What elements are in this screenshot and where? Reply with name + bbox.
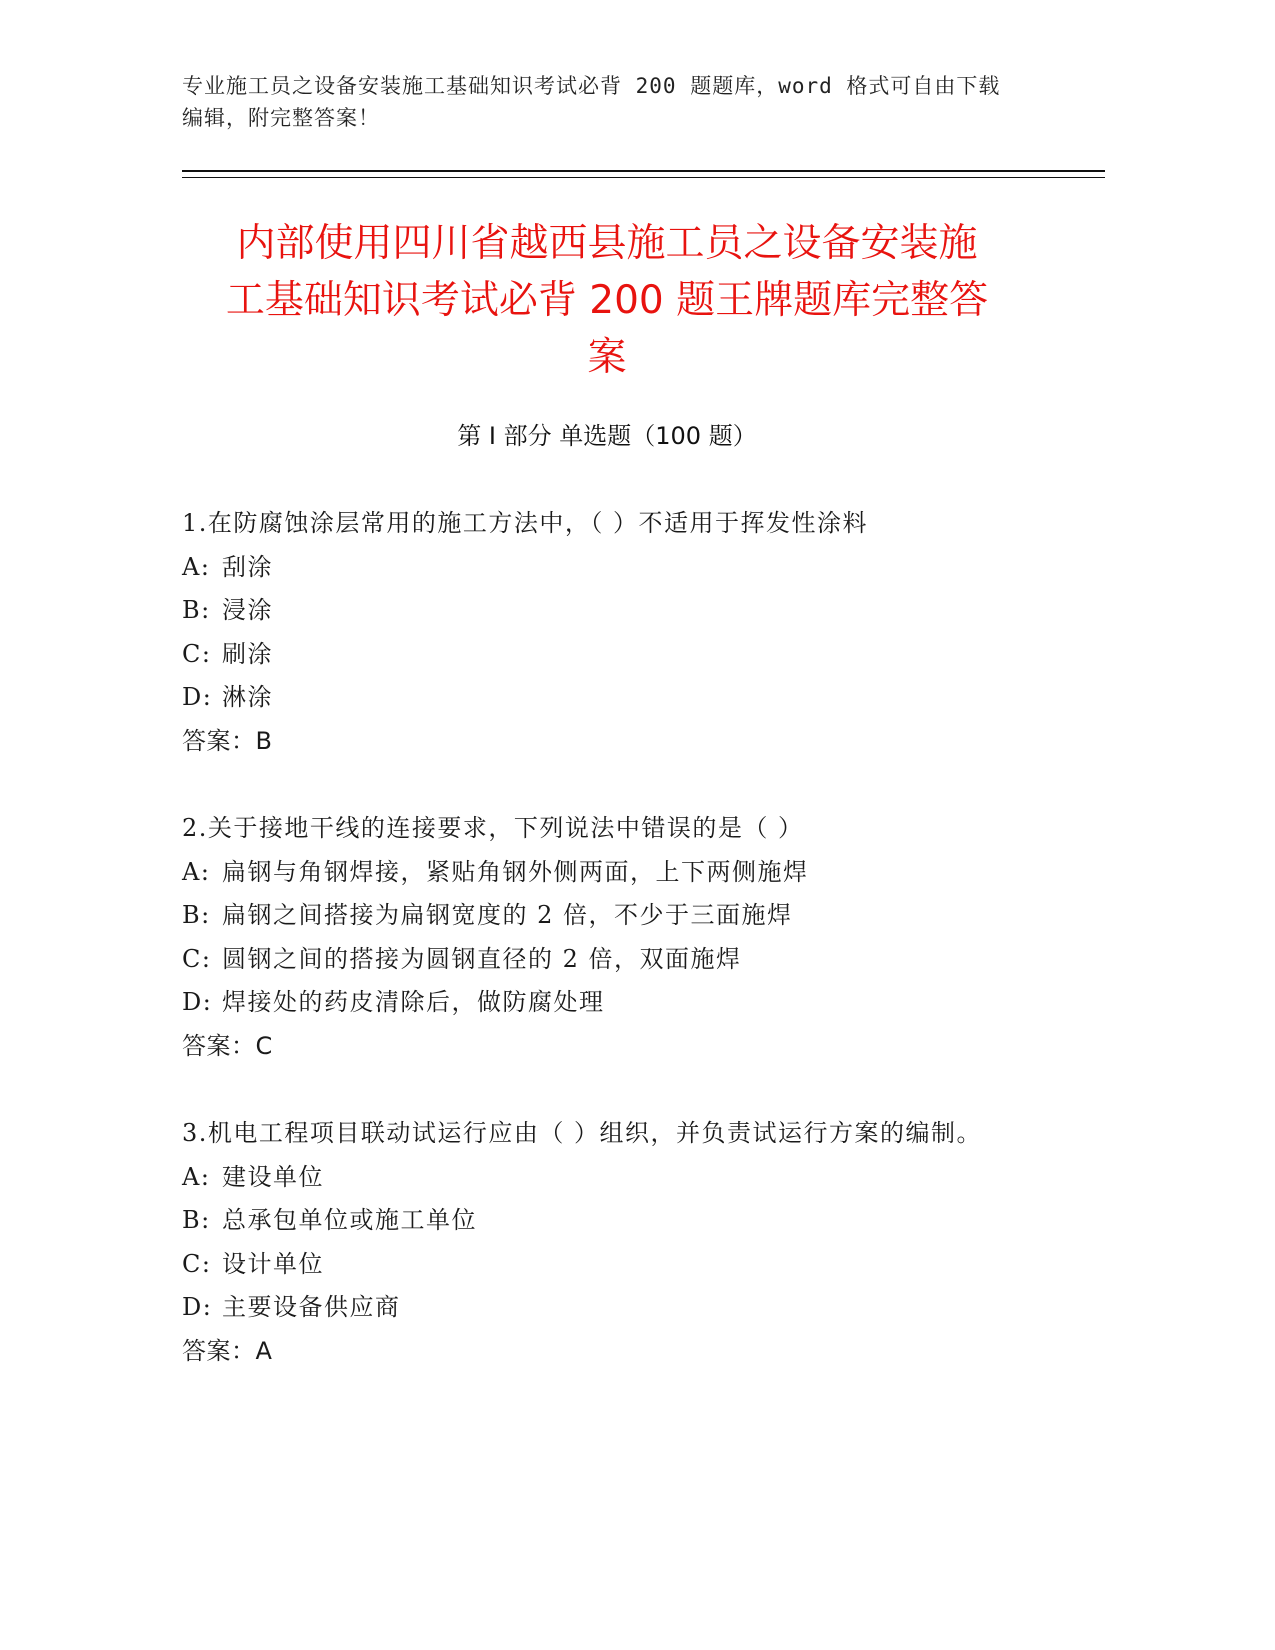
document-title-line-1: 内部使用四川省越西县施工员之设备安装施 <box>236 221 978 266</box>
option-key: D: <box>182 988 213 1016</box>
question-stem: 2.关于接地干线的连接要求，下列说法中错误的是（ ） <box>182 814 804 842</box>
option-text: 焊接处的药皮清除后，做防腐处理 <box>222 988 605 1016</box>
option-key: C: <box>182 639 212 668</box>
header-note <box>182 70 1042 134</box>
document-title-line-3: 案 <box>587 335 627 380</box>
document-title <box>182 215 1032 386</box>
option-key: C: <box>182 1249 212 1278</box>
question-3 <box>182 1112 1042 1373</box>
header-divider-thin <box>182 177 1105 178</box>
option-text: 浸涂 <box>222 596 273 624</box>
option-key: C: <box>182 944 212 973</box>
option-text: 总承包单位或施工单位 <box>222 1206 477 1234</box>
question-1 <box>182 502 1042 763</box>
header-note-line-2: 编辑，附完整答案！ <box>182 106 380 130</box>
answer-line: 答案：C <box>182 1031 273 1060</box>
option-d <box>182 1286 1042 1330</box>
option-b <box>182 589 1042 633</box>
option-c <box>182 1243 1042 1287</box>
option-text: 圆钢之间的搭接为圆钢直径的 2 倍，双面施焊 <box>222 944 742 973</box>
question-stem: 3.机电工程项目联动试运行应由（ ）组织，并负责试运行方案的编制。 <box>182 1119 983 1147</box>
question-list <box>182 502 1042 1417</box>
option-text: 刷涂 <box>222 639 273 668</box>
option-text: 刮涂 <box>222 552 273 581</box>
option-b <box>182 894 1042 938</box>
option-a <box>182 546 1042 590</box>
answer-line: 答案：A <box>182 1336 273 1365</box>
option-key: B: <box>182 901 211 929</box>
option-key: B: <box>182 1206 211 1234</box>
option-d <box>182 981 1042 1025</box>
option-text: 设计单位 <box>222 1249 324 1278</box>
section-heading: 第 I 部分 单选题（100 题） <box>457 422 757 450</box>
option-text: 主要设备供应商 <box>222 1293 401 1321</box>
option-text: 扁钢之间搭接为扁钢宽度的 2 倍，不少于三面施焊 <box>222 901 793 929</box>
option-text: 扁钢与角钢焊接，紧贴角钢外侧两面，上下两侧施焊 <box>222 857 809 886</box>
answer-line: 答案：B <box>182 726 273 755</box>
question-2 <box>182 807 1042 1068</box>
header-divider-thick <box>182 170 1105 172</box>
option-text: 淋涂 <box>222 683 273 711</box>
option-d <box>182 676 1042 720</box>
option-a <box>182 851 1042 895</box>
header-note-line-1: 专业施工员之设备安装施工基础知识考试必背 200 题题库，word 格式可自由下载 <box>182 74 1001 98</box>
option-text: 建设单位 <box>222 1162 324 1191</box>
option-key: A: <box>182 857 211 886</box>
option-c <box>182 633 1042 677</box>
option-key: A: <box>182 1162 211 1191</box>
option-a <box>182 1156 1042 1200</box>
question-stem: 1.在防腐蚀涂层常用的施工方法中，（ ）不适用于挥发性涂料 <box>182 509 869 537</box>
option-b <box>182 1199 1042 1243</box>
option-key: D: <box>182 683 213 711</box>
option-key: A: <box>182 552 211 581</box>
option-c <box>182 938 1042 982</box>
document-title-line-2: 工基础知识考试必背 200 题王牌题库完整答 <box>225 278 989 323</box>
option-key: D: <box>182 1293 213 1321</box>
option-key: B: <box>182 596 211 624</box>
